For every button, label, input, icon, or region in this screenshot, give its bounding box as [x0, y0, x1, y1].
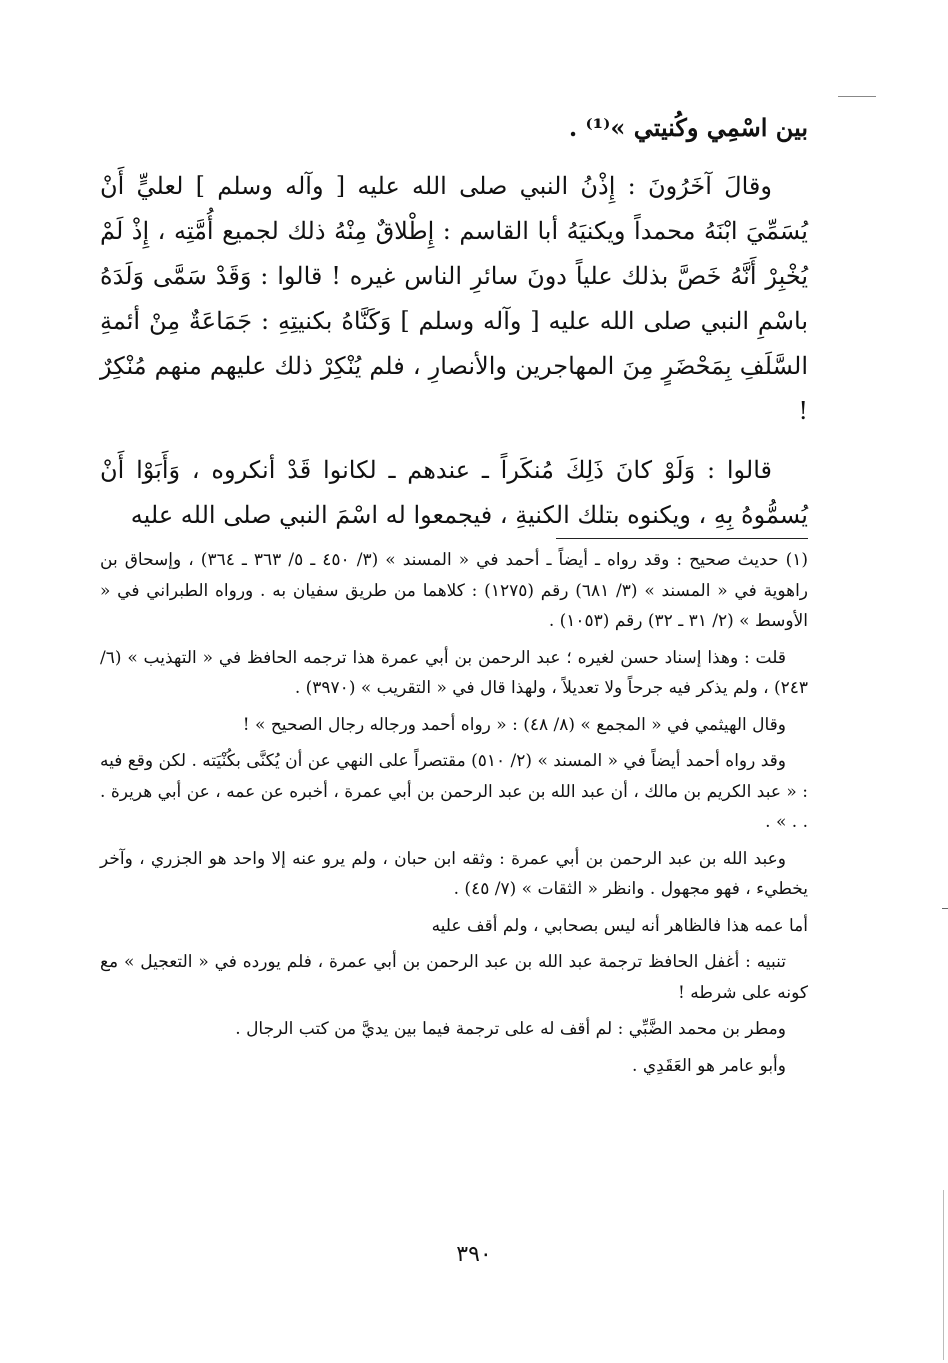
footnote: ومطر بن محمد الضَّبِّي : لم أقف له على ترجمة فيما بين يديَّ من كتب الرجال . — [235, 1019, 786, 1039]
footnote: وعبد الله بن عبد الرحمن بن أبي عمرة : وثقه ابن حبان ، ولم يرو عنه إلا واحد هو الجزري ، وآخر يخطيء ، فهو مجهول . وانظر « الثقات » (٧/ ٤٥) . — [100, 848, 808, 899]
footnote: أما عمه هذا فالظاهر أنه ليس بصحابي ، ولم أقف عليه — [431, 915, 808, 936]
footnote: قلت : وهذا إسناد حسن لغيره ؛ عبد الرحمن بن أبي عمرة هذا ترجمه الحافظ في « التهذيب » (٦/ ٢٤٣) ، ولم يذكر فيه جرحاً ولا تعديلاً ، ولهذا قال في « التقريب » (٣٩٧٠) . — [100, 647, 808, 698]
right-margin-mark — [942, 908, 948, 909]
footnotes — [100, 545, 808, 1087]
top-margin-mark — [838, 96, 876, 97]
page-number: ٣٩٠ — [456, 1242, 492, 1267]
continued-line: بين اسْمِي وكُنيتي »⁽¹⁾ . — [568, 113, 808, 142]
footnote: وقد رواه أحمد أيضاً في « المسند » (٢/ ٥١٠) مقتصراً على النهي عن أن يُكنَّى بكُنْيَته . لكن وقع فيه : « عبد الكريم بن مالك ، أن عبد الله بن عبد الرحمن بن أبي عمرة ، أخبره عن عمه ، عن أبي هريرة . . . » . — [99, 751, 808, 832]
footnote: وأبو عامر هو العَقَدِي . — [632, 1055, 786, 1076]
footnote-separator — [556, 538, 808, 539]
main-paragraph: قالوا : وَلَوْ كانَ ذَلِكَ مُنكَراً ـ عندهم ـ لكانوا قَدْ أنكروه ، وَأَبَوْا أَنْ يُسمُّوهُ بِهِ ، ويكنوه بتلك الكنيةِ ، فيجمعوا له اسْمَ النبي صلى الله عليه — [100, 456, 808, 529]
footnote: (١) حديث صحيح : وقد رواه ـ أيضاً ـ أحمد في « المسند » (٣/ ٤٥٠ ـ ٥/ ٣٦٣ ـ ٣٦٤) ، وإسحاق بن راهوية في « المسند » (٣/ ٦٨١) رقم (١٢٧٥) : كلاهما من طريق سفيان به . ورواه الطبراني في « الأوسط » (٢/ ٣١ ـ ٣٢) رقم (١٠٥٣) . — [100, 550, 809, 631]
main-paragraph: وقالَ آخَرُونَ : إِذْنُ النبي صلى الله عليه [ وآله وسلم ] لعليٍّ أَنْ يُسَمِّيَ ابْنَهُ محمداً ويكنيَهُ أبا القاسم : إِطْلاقٌ مِنْهُ ذلك لجميع أُمَّتِه ، إِذْ لَمْ يُخْبِرْ أَنَّهُ خَصَّ بذلك علياً دونَ سائرِ الناس غيره ! قالوا : وَقَدْ سَمَّى وَلَدَهُ باسْمِ النبي صلى الله عليه [ وآله وسلم ] وَكَنَّاهُ بكنيتِهِ : جَمَاعَةٌ مِنْ أئمةِ السَّلَفِ بِمَحْضَرٍ مِنَ المهاجرين والأنصارِ ، فلم يُنْكِرْ ذلك عليهم منهم مُنْكِرٌ ! — [100, 172, 808, 425]
main-text — [100, 105, 808, 538]
footnote: وقال الهيثمي في « المجمع » (٨/ ٤٨) : « رواه أحمد ورجاله رجال الصحيح » ! — [242, 714, 786, 735]
footnote: تنبيه : أغفل الحافظ ترجمة عبد الله بن عبد الرحمن بن أبي عمرة ، فلم يورده في « التعجيل » مع كونه على شرطه ! — [100, 952, 808, 1003]
page-edge-line — [943, 1190, 944, 1360]
